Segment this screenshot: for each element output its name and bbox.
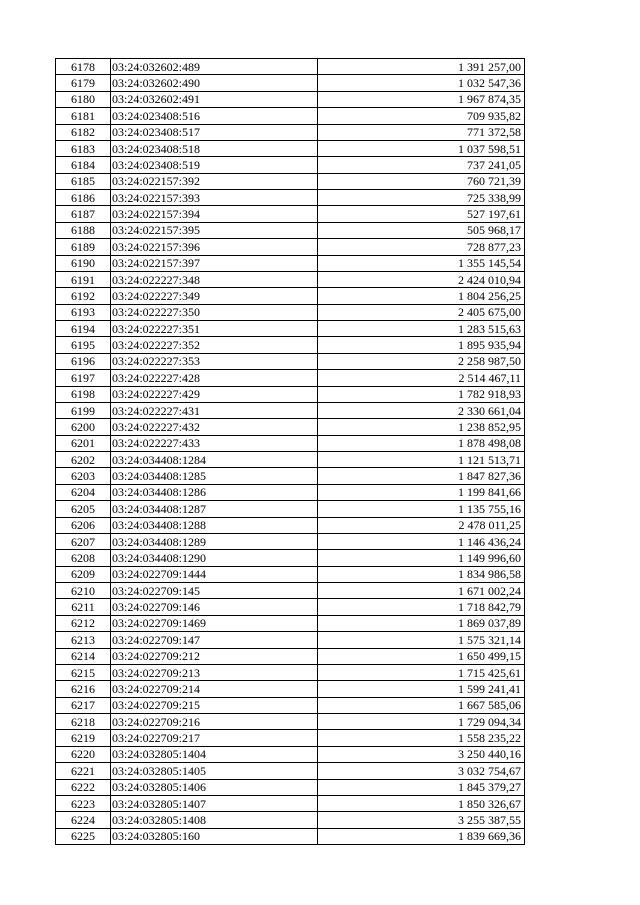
row-number-cell: 6206	[56, 517, 111, 533]
value-cell: 505 968,17	[318, 222, 525, 238]
value-cell: 1 967 874,35	[318, 91, 525, 107]
cadastral-number-cell: 03:24:023408:518	[111, 140, 318, 156]
table-row	[56, 419, 525, 435]
value-cell: 3 255 387,55	[318, 812, 525, 828]
table-row	[56, 124, 525, 140]
row-number-cell: 6182	[56, 124, 111, 140]
value-cell: 1 715 425,61	[318, 664, 525, 680]
cadastral-number-cell: 03:24:022157:394	[111, 206, 318, 222]
row-number-cell: 6202	[56, 452, 111, 468]
table-row	[56, 337, 525, 353]
value-cell: 1 575 321,14	[318, 632, 525, 648]
cadastral-number-cell: 03:24:022709:146	[111, 599, 318, 615]
row-number-cell: 6198	[56, 386, 111, 402]
table-row	[56, 795, 525, 811]
cadastral-number-cell: 03:24:034408:1288	[111, 517, 318, 533]
value-cell: 2 478 011,25	[318, 517, 525, 533]
value-cell: 2 514 467,11	[318, 370, 525, 386]
cadastral-number-cell: 03:24:032602:491	[111, 91, 318, 107]
cadastral-number-cell: 03:24:023408:519	[111, 157, 318, 173]
table-row	[56, 697, 525, 713]
row-number-cell: 6199	[56, 402, 111, 418]
value-cell: 1 718 842,79	[318, 599, 525, 615]
row-number-cell: 6178	[56, 59, 111, 75]
table-row	[56, 681, 525, 697]
value-cell: 1 121 513,71	[318, 452, 525, 468]
table-row	[56, 517, 525, 533]
table-row	[56, 190, 525, 206]
document-table	[55, 58, 525, 845]
value-cell: 2 405 675,00	[318, 304, 525, 320]
row-number-cell: 6181	[56, 108, 111, 124]
cadastral-number-cell: 03:24:022709:1444	[111, 566, 318, 582]
row-number-cell: 6217	[56, 697, 111, 713]
table-row	[56, 599, 525, 615]
document-table-body	[56, 59, 525, 845]
cadastral-number-cell: 03:24:022709:147	[111, 632, 318, 648]
cadastral-number-cell: 03:24:022157:393	[111, 190, 318, 206]
table-row	[56, 533, 525, 549]
cadastral-number-cell: 03:24:022709:214	[111, 681, 318, 697]
table-row	[56, 288, 525, 304]
table-row	[56, 615, 525, 631]
value-cell: 725 338,99	[318, 190, 525, 206]
table-row	[56, 91, 525, 107]
value-cell: 1 032 547,36	[318, 75, 525, 91]
table-row	[56, 763, 525, 779]
cadastral-number-cell: 03:24:032805:1406	[111, 779, 318, 795]
cadastral-number-cell: 03:24:022227:429	[111, 386, 318, 402]
table-row	[56, 435, 525, 451]
row-number-cell: 6201	[56, 435, 111, 451]
value-cell: 1 850 326,67	[318, 795, 525, 811]
table-row	[56, 386, 525, 402]
cadastral-number-cell: 03:24:032602:489	[111, 59, 318, 75]
table-row	[56, 828, 525, 844]
row-number-cell: 6193	[56, 304, 111, 320]
row-number-cell: 6221	[56, 763, 111, 779]
row-number-cell: 6195	[56, 337, 111, 353]
value-cell: 1 650 499,15	[318, 648, 525, 664]
cadastral-number-cell: 03:24:032805:1407	[111, 795, 318, 811]
value-cell: 1 667 585,06	[318, 697, 525, 713]
row-number-cell: 6223	[56, 795, 111, 811]
row-number-cell: 6214	[56, 648, 111, 664]
row-number-cell: 6222	[56, 779, 111, 795]
table-row	[56, 321, 525, 337]
table-row	[56, 468, 525, 484]
table-row	[56, 75, 525, 91]
table-row	[56, 632, 525, 648]
row-number-cell: 6186	[56, 190, 111, 206]
cadastral-number-cell: 03:24:022227:431	[111, 402, 318, 418]
table-row	[56, 239, 525, 255]
value-cell: 1 599 241,41	[318, 681, 525, 697]
table-row	[56, 566, 525, 582]
row-number-cell: 6220	[56, 746, 111, 762]
row-number-cell: 6200	[56, 419, 111, 435]
row-number-cell: 6218	[56, 714, 111, 730]
row-number-cell: 6212	[56, 615, 111, 631]
cadastral-number-cell: 03:24:034408:1284	[111, 452, 318, 468]
cadastral-number-cell: 03:24:034408:1290	[111, 550, 318, 566]
value-cell: 527 197,61	[318, 206, 525, 222]
cadastral-number-cell: 03:24:032805:160	[111, 828, 318, 844]
cadastral-number-cell: 03:24:034408:1289	[111, 533, 318, 549]
row-number-cell: 6205	[56, 501, 111, 517]
value-cell: 728 877,23	[318, 239, 525, 255]
value-cell: 1 834 986,58	[318, 566, 525, 582]
row-number-cell: 6210	[56, 583, 111, 599]
value-cell: 1 135 755,16	[318, 501, 525, 517]
value-cell: 1 238 852,95	[318, 419, 525, 435]
cadastral-number-cell: 03:24:022227:351	[111, 321, 318, 337]
table-row	[56, 501, 525, 517]
table-row	[56, 140, 525, 156]
cadastral-number-cell: 03:24:022709:212	[111, 648, 318, 664]
value-cell: 1 847 827,36	[318, 468, 525, 484]
cadastral-number-cell: 03:24:034408:1285	[111, 468, 318, 484]
value-cell: 2 424 010,94	[318, 271, 525, 287]
cadastral-number-cell: 03:24:022227:349	[111, 288, 318, 304]
row-number-cell: 6216	[56, 681, 111, 697]
row-number-cell: 6188	[56, 222, 111, 238]
row-number-cell: 6180	[56, 91, 111, 107]
row-number-cell: 6211	[56, 599, 111, 615]
value-cell: 1 729 094,34	[318, 714, 525, 730]
cadastral-number-cell: 03:24:022709:217	[111, 730, 318, 746]
value-cell: 1 878 498,08	[318, 435, 525, 451]
value-cell: 1 895 935,94	[318, 337, 525, 353]
cadastral-number-cell: 03:24:022227:348	[111, 271, 318, 287]
value-cell: 1 391 257,00	[318, 59, 525, 75]
table-row	[56, 222, 525, 238]
table-row	[56, 206, 525, 222]
value-cell: 1 283 515,63	[318, 321, 525, 337]
row-number-cell: 6191	[56, 271, 111, 287]
table-row	[56, 173, 525, 189]
row-number-cell: 6190	[56, 255, 111, 271]
row-number-cell: 6187	[56, 206, 111, 222]
row-number-cell: 6224	[56, 812, 111, 828]
cadastral-number-cell: 03:24:022157:396	[111, 239, 318, 255]
cadastral-number-cell: 03:24:022157:397	[111, 255, 318, 271]
cadastral-number-cell: 03:24:032805:1404	[111, 746, 318, 762]
table-row	[56, 779, 525, 795]
row-number-cell: 6204	[56, 484, 111, 500]
value-cell: 1 671 002,24	[318, 583, 525, 599]
value-cell: 1 146 436,24	[318, 533, 525, 549]
cadastral-number-cell: 03:24:022227:350	[111, 304, 318, 320]
cadastral-number-cell: 03:24:022157:395	[111, 222, 318, 238]
value-cell: 1 839 669,36	[318, 828, 525, 844]
value-cell: 709 935,82	[318, 108, 525, 124]
table-row	[56, 714, 525, 730]
table-row	[56, 664, 525, 680]
cadastral-number-cell: 03:24:022709:1469	[111, 615, 318, 631]
table-row	[56, 746, 525, 762]
value-cell: 2 330 661,04	[318, 402, 525, 418]
table-row	[56, 157, 525, 173]
value-cell: 1 355 145,54	[318, 255, 525, 271]
value-cell: 1 845 379,27	[318, 779, 525, 795]
table-row	[56, 353, 525, 369]
cadastral-number-cell: 03:24:022227:432	[111, 419, 318, 435]
row-number-cell: 6179	[56, 75, 111, 91]
cadastral-number-cell: 03:24:022709:145	[111, 583, 318, 599]
row-number-cell: 6203	[56, 468, 111, 484]
row-number-cell: 6219	[56, 730, 111, 746]
table-row	[56, 812, 525, 828]
table-row	[56, 59, 525, 75]
value-cell: 1 149 996,60	[318, 550, 525, 566]
value-cell: 771 372,58	[318, 124, 525, 140]
table-row	[56, 648, 525, 664]
table-row	[56, 304, 525, 320]
cadastral-number-cell: 03:24:032805:1408	[111, 812, 318, 828]
cadastral-number-cell: 03:24:022157:392	[111, 173, 318, 189]
table-row	[56, 550, 525, 566]
value-cell: 737 241,05	[318, 157, 525, 173]
table-row	[56, 370, 525, 386]
value-cell: 3 250 440,16	[318, 746, 525, 762]
row-number-cell: 6194	[56, 321, 111, 337]
cadastral-number-cell: 03:24:022709:213	[111, 664, 318, 680]
cadastral-number-cell: 03:24:034408:1286	[111, 484, 318, 500]
cadastral-number-cell: 03:24:022227:433	[111, 435, 318, 451]
table-row	[56, 452, 525, 468]
value-cell: 1 782 918,93	[318, 386, 525, 402]
row-number-cell: 6207	[56, 533, 111, 549]
row-number-cell: 6197	[56, 370, 111, 386]
table-row	[56, 730, 525, 746]
cadastral-number-cell: 03:24:022227:353	[111, 353, 318, 369]
value-cell: 1 037 598,51	[318, 140, 525, 156]
cadastral-number-cell: 03:24:023408:516	[111, 108, 318, 124]
cadastral-number-cell: 03:24:032602:490	[111, 75, 318, 91]
cadastral-number-cell: 03:24:032805:1405	[111, 763, 318, 779]
row-number-cell: 6213	[56, 632, 111, 648]
value-cell: 1 869 037,89	[318, 615, 525, 631]
value-cell: 2 258 987,50	[318, 353, 525, 369]
cadastral-number-cell: 03:24:022709:216	[111, 714, 318, 730]
table-row	[56, 402, 525, 418]
row-number-cell: 6196	[56, 353, 111, 369]
row-number-cell: 6215	[56, 664, 111, 680]
table-row	[56, 583, 525, 599]
cadastral-number-cell: 03:24:022227:352	[111, 337, 318, 353]
value-cell: 760 721,39	[318, 173, 525, 189]
row-number-cell: 6208	[56, 550, 111, 566]
value-cell: 1 804 256,25	[318, 288, 525, 304]
row-number-cell: 6192	[56, 288, 111, 304]
table-row	[56, 255, 525, 271]
row-number-cell: 6225	[56, 828, 111, 844]
cadastral-number-cell: 03:24:034408:1287	[111, 501, 318, 517]
row-number-cell: 6185	[56, 173, 111, 189]
value-cell: 1 199 841,66	[318, 484, 525, 500]
cadastral-number-cell: 03:24:022227:428	[111, 370, 318, 386]
row-number-cell: 6209	[56, 566, 111, 582]
table-row	[56, 484, 525, 500]
table-row	[56, 108, 525, 124]
value-cell: 1 558 235,22	[318, 730, 525, 746]
cadastral-number-cell: 03:24:022709:215	[111, 697, 318, 713]
value-cell: 3 032 754,67	[318, 763, 525, 779]
row-number-cell: 6183	[56, 140, 111, 156]
row-number-cell: 6184	[56, 157, 111, 173]
row-number-cell: 6189	[56, 239, 111, 255]
table-row	[56, 271, 525, 287]
cadastral-number-cell: 03:24:023408:517	[111, 124, 318, 140]
